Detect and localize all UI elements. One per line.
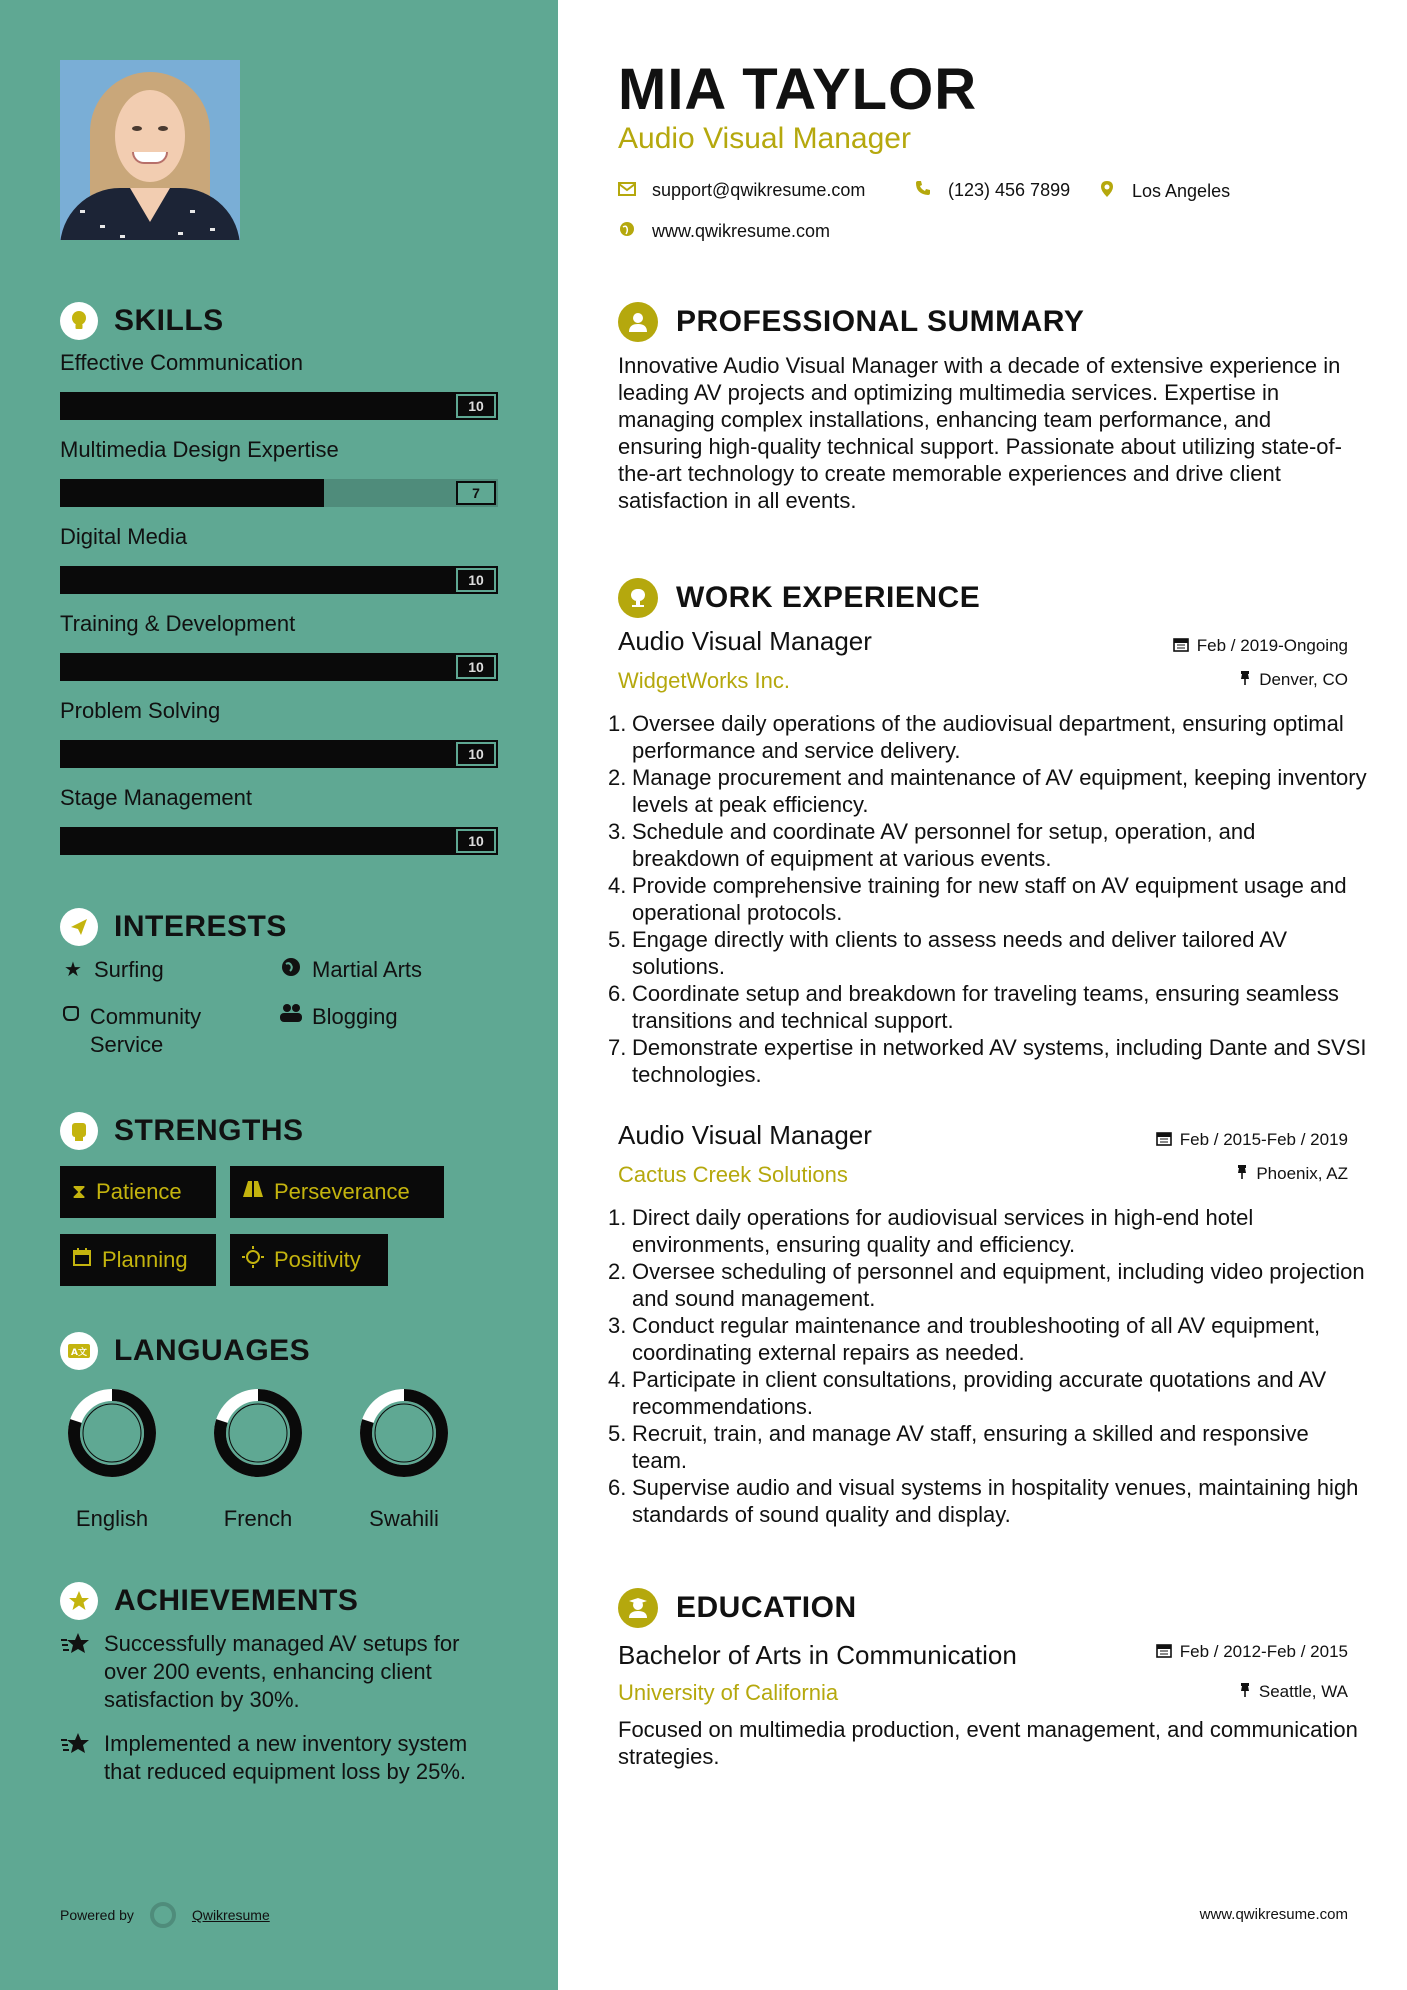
language-icon — [60, 1332, 98, 1370]
achievements-heading — [60, 1582, 358, 1620]
skill-label: Problem Solving — [60, 698, 221, 723]
hourglass-icon: ⧗ — [72, 1180, 87, 1203]
strength-badge — [60, 1166, 216, 1218]
hand-icon — [60, 1003, 82, 1031]
interests-title: INTERESTS — [114, 910, 287, 943]
interests-heading — [60, 908, 287, 946]
starburst-icon — [60, 1730, 90, 1762]
job-duty: 1. Direct daily operations for audiovisual services in high-end hotel environments, ensuring quality and efficiency. — [608, 1205, 1254, 1257]
main-content — [558, 0, 1407, 1990]
calendar-icon — [1173, 636, 1189, 656]
job-dates-text: Feb / 2019-Ongoing — [1196, 636, 1348, 655]
job-duty: 4. Participate in client consultations, providing accurate quotations and AV recommendations. — [608, 1367, 1327, 1419]
job-location-text: Phoenix, AZ — [1256, 1164, 1348, 1183]
briefcase-icon — [618, 578, 658, 618]
skill-level: 10 — [456, 742, 496, 766]
interest-item — [60, 1003, 250, 1059]
users-icon — [278, 1003, 304, 1031]
job-duty-text: Demonstrate expertise in networked AV systems, including Dante and SVSI technologies. — [632, 1035, 1367, 1087]
fist-icon — [60, 1112, 98, 1150]
star-icon: ★ — [64, 959, 82, 981]
qwikresume-logo-icon — [150, 1902, 176, 1928]
job-dates — [1156, 1130, 1348, 1150]
skill-label: Multimedia Design Expertise — [60, 437, 339, 462]
education-dates — [1156, 1642, 1348, 1662]
skill-bar — [60, 827, 498, 855]
interest-label: Martial Arts — [312, 957, 423, 982]
skills-heading — [60, 302, 224, 340]
education-title: EDUCATION — [676, 1591, 857, 1624]
interest-label: Community Service — [89, 1004, 202, 1057]
skill-level: 10 — [456, 568, 496, 592]
candidate-name: MIA TAYLOR — [618, 57, 978, 122]
globe-icon — [278, 956, 304, 984]
job-duty-text: Provide comprehensive training for new staff on AV equipment usage and operational protocols. — [632, 873, 1347, 925]
strengths-title: STRENGTHS — [114, 1114, 304, 1147]
job-duty: 3. Schedule and coordinate AV personnel for setup, operation, and breakdown of equipment at various events. — [608, 819, 1256, 871]
strength-badge — [230, 1234, 388, 1286]
interest-item — [278, 956, 422, 984]
job-duty: 5. Engage directly with clients to assess needs and deliver tailored AV solutions. — [608, 927, 1288, 979]
language-ring — [357, 1386, 451, 1480]
skill-bar — [60, 566, 498, 594]
skill-item — [60, 350, 500, 414]
language-ring — [65, 1386, 159, 1480]
sidebar — [0, 0, 558, 1990]
skill-item — [60, 524, 500, 588]
skill-label: Training & Development — [60, 611, 296, 636]
strength-label: Perseverance — [274, 1179, 410, 1204]
svg-text:A文: A文 — [71, 1348, 87, 1358]
contact-phone[interactable] — [914, 180, 1070, 201]
job-duty-text: Oversee daily operations of the audiovisual department, ensuring optimal performance and service delivery. — [632, 711, 1344, 763]
qwikresume-link[interactable]: Qwikresume — [191, 1907, 270, 1923]
degree-title: Bachelor of Arts in Communication — [618, 1640, 1017, 1670]
profile-photo — [60, 60, 240, 240]
language-label: French — [223, 1506, 293, 1531]
work-title: WORK EXPERIENCE — [676, 581, 981, 614]
strength-label: Planning — [102, 1247, 188, 1272]
achievements-title: ACHIEVEMENTS — [114, 1584, 359, 1617]
location-text: Los Angeles — [1132, 181, 1231, 201]
education-heading — [618, 1588, 857, 1628]
calendar-icon — [1156, 1130, 1172, 1150]
language-label: Swahili — [369, 1506, 439, 1531]
job-company: Cactus Creek Solutions — [618, 1162, 848, 1187]
education-location — [1239, 1682, 1348, 1702]
job-duty-text: Engage directly with clients to assess needs and deliver tailored AV solutions. — [632, 927, 1288, 979]
interest-item — [278, 1003, 398, 1031]
skill-bar — [60, 479, 498, 507]
achievement-item — [60, 1630, 490, 1714]
candidate-role: Audio Visual Manager — [618, 122, 911, 155]
skill-bar — [60, 392, 498, 420]
road-icon — [242, 1180, 264, 1204]
skill-item — [60, 437, 500, 501]
skill-label: Stage Management — [60, 785, 253, 810]
languages-heading — [60, 1332, 310, 1370]
job-duties — [608, 1204, 1368, 1528]
pushpin-icon — [1239, 670, 1251, 690]
job-duty: 3. Conduct regular maintenance and troubleshooting of all AV equipment, coordinating external repairs as needed. — [608, 1313, 1321, 1365]
footer-url[interactable]: www.qwikresume.com — [1199, 1906, 1348, 1923]
language-item — [354, 1386, 454, 1532]
job-duty-text: Schedule and coordinate AV personnel for setup, operation, and breakdown of equipment at various events. — [632, 819, 1256, 871]
skill-item — [60, 698, 500, 762]
user-icon — [618, 302, 658, 342]
strength-badge — [230, 1166, 444, 1218]
skill-item — [60, 611, 500, 675]
skills-title: SKILLS — [114, 304, 224, 337]
interest-item — [60, 956, 164, 984]
job-duty-text: Oversee scheduling of personnel and equipment, including video projection and sound management. — [632, 1259, 1365, 1311]
envelope-icon — [618, 181, 636, 201]
email-text: support@qwikresume.com — [652, 180, 866, 200]
job-duty-text: Coordinate setup and breakdown for traveling teams, ensuring seamless transitions and technical support. — [632, 981, 1339, 1033]
paper-plane-icon — [60, 908, 98, 946]
globe-icon — [618, 221, 636, 242]
powered-by — [60, 1902, 270, 1928]
job-duty: 2. Manage procurement and maintenance of AV equipment, keeping inventory levels at peak efficiency. — [608, 765, 1367, 817]
starburst-icon — [60, 1630, 90, 1662]
skill-label: Digital Media — [60, 524, 188, 549]
job-duty: 1. Oversee daily operations of the audiovisual department, ensuring optimal performance and service delivery. — [608, 711, 1344, 763]
job-location — [1236, 1164, 1348, 1184]
skill-bar — [60, 740, 498, 768]
languages-title: LANGUAGES — [114, 1334, 311, 1367]
job-title: Audio Visual Manager — [618, 626, 872, 656]
lightbulb-icon — [60, 302, 98, 340]
job-duty-text: Supervise audio and visual systems in hospitality venues, maintaining high standards of sound quality and display. — [632, 1475, 1359, 1527]
job-duty-text: Direct daily operations for audiovisual services in high-end hotel environments, ensuring quality and efficiency. — [632, 1205, 1254, 1257]
school-name: University of California — [618, 1680, 839, 1705]
job-duty-text: Recruit, train, and manage AV staff, ensuring a skilled and responsive team. — [632, 1421, 1309, 1473]
contact-email[interactable] — [618, 180, 865, 201]
skill-bar — [60, 653, 498, 681]
summary-title: PROFESSIONAL SUMMARY — [676, 305, 1085, 338]
map-pin-icon — [1098, 180, 1116, 203]
interest-label: Surfing — [94, 957, 164, 982]
job-duty: 4. Provide comprehensive training for new staff on AV equipment usage and operational protocols. — [608, 873, 1347, 925]
education-dates-text: Feb / 2012-Feb / 2015 — [1179, 1642, 1348, 1661]
language-label: English — [75, 1506, 149, 1531]
language-item — [62, 1386, 162, 1532]
job-duty: 2. Oversee scheduling of personnel and equipment, including video projection and sound management. — [608, 1259, 1365, 1311]
contact-website[interactable] — [618, 221, 830, 242]
achievement-text: Implemented a new inventory system that reduced equipment loss by 25%. — [104, 1731, 468, 1784]
education-location-text: Seattle, WA — [1258, 1682, 1348, 1701]
education-text: Focused on multimedia production, event management, and communication strategies. — [618, 1717, 1358, 1769]
job-duty: 6. Coordinate setup and breakdown for traveling teams, ensuring seamless transitions and technical support. — [608, 981, 1339, 1033]
calendar-icon — [72, 1247, 92, 1273]
job-location — [1239, 670, 1348, 690]
job-dates — [1173, 636, 1348, 656]
work-heading — [618, 578, 980, 618]
job-duty: 6. Supervise audio and visual systems in hospitality venues, maintaining high standards of sound quality and display. — [608, 1475, 1359, 1527]
strength-label: Positivity — [274, 1247, 361, 1272]
achievement-text: Successfully managed AV setups for over 200 events, enhancing client satisfaction by 30%. — [104, 1631, 460, 1712]
phone-text: (123) 456 7899 — [948, 180, 1071, 200]
job-duty-text: Participate in client consultations, providing accurate quotations and AV recommendations. — [632, 1367, 1327, 1419]
skill-level: 10 — [456, 394, 496, 418]
skill-level: 10 — [456, 829, 496, 853]
website-text: www.qwikresume.com — [652, 221, 831, 241]
skill-level: 7 — [456, 481, 496, 505]
language-item — [208, 1386, 308, 1532]
job-company: WidgetWorks Inc. — [618, 668, 790, 693]
pushpin-icon — [1239, 1682, 1251, 1702]
calendar-icon — [1156, 1642, 1172, 1662]
skill-item — [60, 785, 500, 849]
job-duty: 5. Recruit, train, and manage AV staff, ensuring a skilled and responsive team. — [608, 1421, 1309, 1473]
job-location-text: Denver, CO — [1259, 670, 1348, 689]
contact-location — [1098, 180, 1230, 203]
star-badge-icon — [60, 1582, 98, 1620]
job-title: Audio Visual Manager — [618, 1120, 872, 1150]
skill-level: 10 — [456, 655, 496, 679]
interest-label: Blogging — [312, 1004, 398, 1029]
achievement-item — [60, 1730, 490, 1786]
job-dates-text: Feb / 2015-Feb / 2019 — [1179, 1130, 1348, 1149]
graduate-icon — [618, 1588, 658, 1628]
job-duty-text: Manage procurement and maintenance of AV equipment, keeping inventory levels at peak efficiency. — [632, 765, 1367, 817]
summary-heading — [618, 302, 1084, 342]
strength-badge — [60, 1234, 216, 1286]
summary-text: Innovative Audio Visual Manager with a decade of extensive experience in leading AV projects and optimizing multimedia services. Expertise in managing complex installations, enhancing team performance, and ensuring high-quality technical support. Passionate about utilizing state-of-the-art technology to create memorable experiences and drive client satisfaction in all events. — [618, 353, 1342, 513]
powered-by-label: Powered by — [60, 1907, 134, 1923]
job-duties — [608, 710, 1368, 1088]
job-duty: 7. Demonstrate expertise in networked AV systems, including Dante and SVSI technologies. — [608, 1035, 1367, 1087]
strength-label: Patience — [96, 1179, 182, 1204]
job-duty-text: Conduct regular maintenance and troubleshooting of all AV equipment, coordinating external repairs as needed. — [632, 1313, 1321, 1365]
phone-icon — [914, 180, 932, 201]
language-ring — [211, 1386, 305, 1480]
strengths-heading — [60, 1112, 304, 1150]
sun-icon — [242, 1246, 264, 1274]
pushpin-icon — [1236, 1164, 1248, 1184]
skill-label: Effective Communication — [60, 350, 303, 375]
